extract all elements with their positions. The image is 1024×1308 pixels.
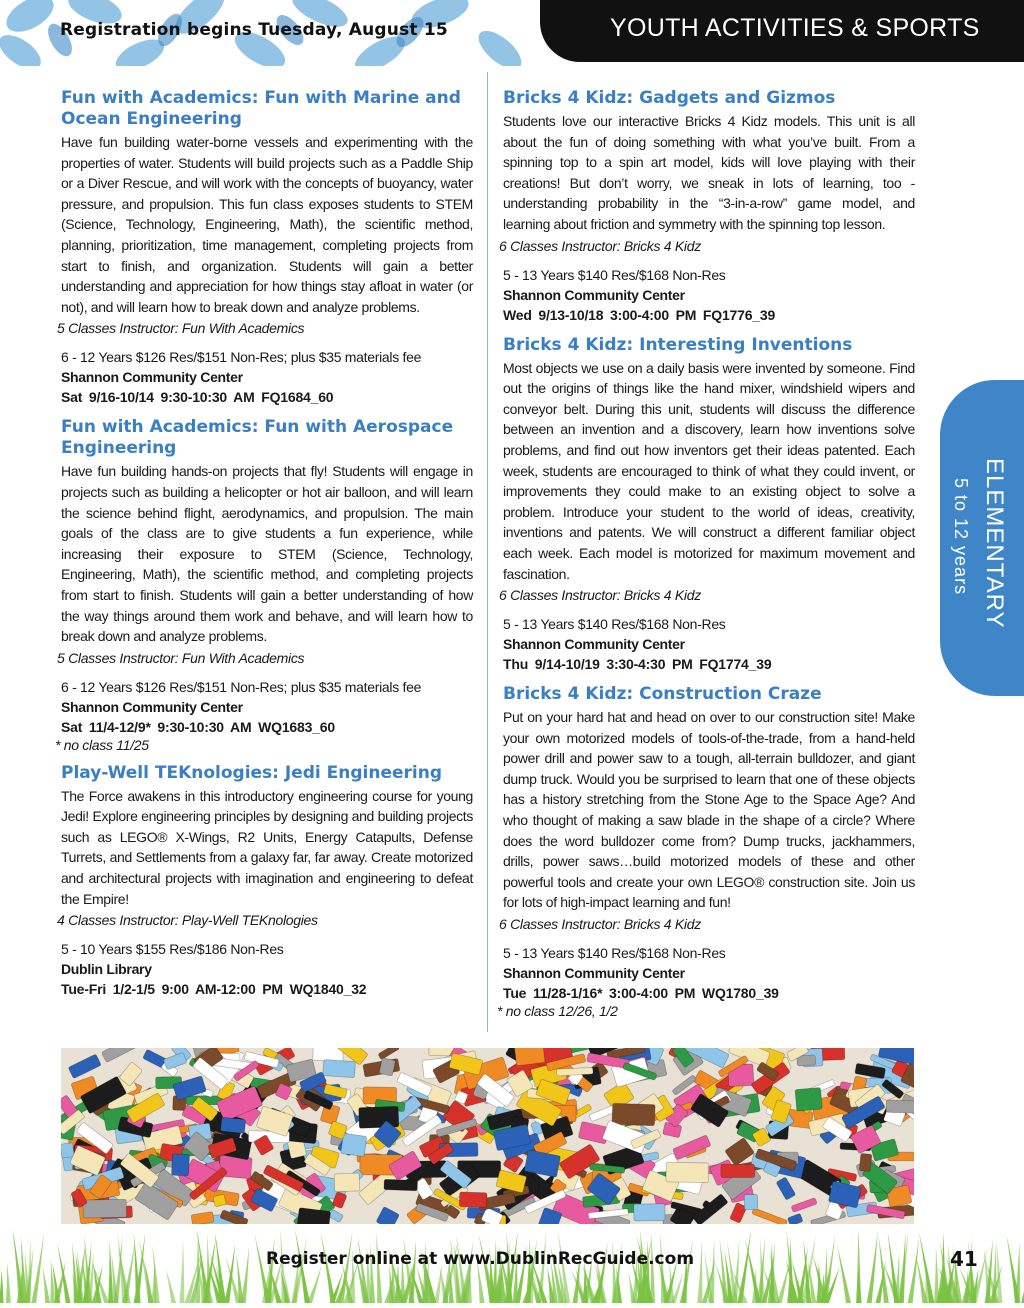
page-number: 41: [950, 1247, 978, 1271]
course-note: * no class 11/25: [55, 736, 149, 753]
course-location: Dublin Library: [61, 961, 152, 978]
registration-notice: Registration begins Tuesday, August 15: [60, 20, 448, 40]
course-jedi-engineering: [57, 762, 473, 1000]
lego-brick: [83, 1199, 127, 1218]
column-divider: [487, 72, 488, 1032]
lego-brick: [634, 1204, 665, 1221]
course-title: Fun with Academics: Fun with Aerospace Engineering: [61, 417, 454, 459]
course-location: Shannon Community Center: [61, 369, 243, 386]
course-construction-craze: [497, 684, 915, 1020]
header-band: [0, 0, 1024, 66]
course-title: Bricks 4 Kidz: Construction Craze: [503, 684, 822, 705]
course-price: 6 - 12 Years $126 Res/$151 Non-Res; plus $35 materials fee: [61, 678, 422, 695]
course-price: 6 - 12 Years $126 Res/$151 Non-Res; plus $35 materials fee: [61, 349, 422, 366]
course-meta: 6 Classes Instructor: Bricks 4 Kidz: [499, 916, 701, 933]
lego-brick: [341, 1133, 367, 1156]
lego-brick: [171, 1154, 189, 1176]
grass-blade: [307, 1264, 322, 1303]
course-description: Put on your hard hat and head on over to our construction site! Make your own motorized models of tools-of-the-trade, from a hand-held power drill and power saw to a tough, all-terrain bulldozer, and giant dump truck. Would you be surprised to learn that one of these objects has a history stretching from the Stone Age to the Space Age? And who thought of making a saw blade in the shape of a circle? Where does the word bulldozer come from? Dump trucks, jackhammers, drills, power saws…build motorized models of these and other powerful tools and create your own LEGO® construction site. Join us for lots of high-impact learning and fun!: [503, 709, 915, 911]
lego-brick: [101, 1048, 141, 1063]
course-price: 5 - 13 Years $140 Res/$168 Non-Res: [503, 266, 726, 283]
course-meta: 5 Classes Instructor: Fun With Academics: [57, 320, 305, 337]
course-description: Most objects we use on a daily basis were invented by someone. Find out the origins of things like the hand mixer, windshield wipers and conveyor belt. During this unit, students will discuss the difference between an invention and a discovery, learn how inventions solve problems, and find out how inventors get their ideas patented. Each week, students are encouraged to think of what they could invent, or improvements they could make to an existing object to solve a problem. Introduce your student to the world of ideas, creativity, inventions and patents. We will construct a different familiar object each week. Each model is motorized for maximum movement and fascination.: [503, 359, 915, 582]
course-gadgets-gizmos: [499, 88, 915, 325]
course-meta: 4 Classes Instructor: Play-Well TEKnologies: [57, 912, 318, 929]
lego-brick: [334, 1173, 360, 1192]
lego-brick: [61, 1143, 74, 1158]
lego-brick: [359, 1106, 399, 1128]
grass-blade: [179, 1240, 184, 1303]
course-aerospace-engineering: [55, 417, 473, 753]
lego-brick: [220, 1117, 245, 1133]
left-column: [55, 88, 473, 1009]
lego-brick: [776, 1177, 796, 1200]
lego-brick: [163, 1052, 187, 1070]
grass-blade: [6, 1262, 11, 1303]
section-title: YOUTH ACTIVITIES & SPORTS: [610, 14, 980, 42]
lego-brick: [376, 1207, 400, 1224]
grass-blade: [434, 1263, 443, 1303]
grass-blade: [837, 1243, 851, 1303]
grass-blade: [817, 1259, 822, 1303]
course-description: Have fun building water-borne vessels and experimenting with the properties of water. Students will build projects such as a Paddle Ship or a Diver Rescue, and will work with the concepts of buoyancy, water pressure, and propulsion. This fun class exposes students to STEM (Science, Technology, Engineering, Math), the scientific method, planning, prioritization, time management, completing projects from start to finish, and organization. Students will gain a better understanding and appreciation for how things stay afloat in water (or not), and will learn how to break down and analyze problems.: [61, 134, 473, 315]
lego-brick: [886, 1100, 914, 1114]
grass-blade: [996, 1241, 1002, 1304]
course-title: Play-Well TEKnologies: Jedi Engineering: [61, 762, 443, 783]
course-marine-engineering: [57, 88, 473, 407]
lego-brick: [313, 1048, 344, 1061]
lego-bricks-image: [61, 1048, 914, 1224]
course-location: Shannon Community Center: [61, 698, 243, 715]
lego-brick: [323, 1060, 356, 1078]
course-description: Students love our interactive Bricks 4 Kidz models. This unit is all about the fun of doing something with what you’ve built. From a spinning top to a spin art model, kids will love playing with their creations! But don’t worry, we sneak in lots of learning, too - understanding probability in the “3-in-a-row” game model, and learning about friction and symmetry with the spinning top lesson.: [503, 113, 915, 232]
course-meta: 5 Classes Instructor: Fun With Academics: [57, 649, 305, 666]
lego-brick: [859, 1153, 872, 1171]
course-location: Shannon Community Center: [503, 286, 685, 303]
course-title: Bricks 4 Kidz: Interesting Inventions: [503, 334, 853, 355]
grass-blade: [31, 1233, 44, 1303]
lego-brick: [666, 1162, 709, 1182]
grass-blade: [108, 1240, 113, 1303]
course-price: 5 - 13 Years $140 Res/$168 Non-Res: [503, 945, 726, 962]
course-schedule: Thu 9/14-10/19 3:30-4:30 PM FQ1774_39: [503, 656, 772, 673]
course-schedule: Sat 11/4-12/9* 9:30-10:30 AM WQ1683_60: [61, 718, 335, 735]
right-column: [497, 88, 915, 1029]
course-meta: 6 Classes Instructor: Bricks 4 Kidz: [499, 237, 701, 254]
grass-blade: [867, 1231, 878, 1304]
lego-brick: [68, 1054, 101, 1079]
lego-brick: [329, 1209, 344, 1222]
lego-brick: [787, 1213, 803, 1224]
course-price: 5 - 13 Years $140 Res/$168 Non-Res: [503, 616, 726, 633]
grass-blade: [737, 1229, 751, 1303]
lego-brick: [795, 1087, 822, 1111]
grass-blade: [42, 1266, 50, 1303]
grass-blade: [697, 1241, 702, 1303]
register-online-text: Register online at www.DublinRecGuide.com: [266, 1249, 695, 1269]
course-interesting-inventions: [499, 334, 915, 675]
lego-brick: [791, 1198, 817, 1213]
lego-brick: [721, 1164, 755, 1177]
course-description: Have fun building hands-on projects that fly! Students will engage in projects such as building a helicopter or hot air balloon, and will learn the science behind flight, aerodynamics, and propulsion. The main goals of the class are to give students a fun experience, while increasing their exposure to STEM (Science, Technology, Engineering, Math), the scientific method, and completing projects from start to finish. Students will gain a better understanding of how the way things around them work and behave, and will learn how to break down and analyze problems.: [61, 463, 473, 645]
lego-brick: [378, 1048, 400, 1060]
course-schedule: Tue-Fri 1/2-1/5 9:00 AM-12:00 PM WQ1840_32: [61, 981, 367, 998]
course-location: Shannon Community Center: [503, 965, 685, 982]
course-description: The Force awakens in this introductory engineering course for young Jedi! Explore engineering principles by designing and building projects such as LEGO® X-Wings, R2 Units, Energy Catapults, Defense Turrets, and Settlements from a galaxy far, far away. Create motorized and architectural projects with imagination and engineering to defeat the Empire!: [61, 787, 473, 907]
course-meta: 6 Classes Instructor: Bricks 4 Kidz: [499, 587, 701, 604]
lego-brick: [514, 1048, 545, 1066]
course-schedule: Wed 9/13-10/18 3:00-4:00 PM FQ1776_39: [503, 306, 776, 323]
course-price: 5 - 10 Years $155 Res/$186 Non-Res: [61, 941, 284, 958]
course-note: * no class 12/26, 1/2: [497, 1003, 618, 1020]
side-tab-label: ELEMENTARY: [981, 458, 1008, 629]
grass-blade: [908, 1237, 920, 1303]
lego-bricks-photo: [61, 1048, 914, 1224]
lego-brick: [752, 1208, 788, 1224]
course-schedule: Tue 11/28-1/16* 3:00-4:00 PM WQ1780_39: [503, 985, 779, 1002]
lego-brick: [612, 1103, 655, 1125]
side-tab-text: [944, 458, 1024, 638]
lego-brick: [384, 1179, 418, 1190]
lego-brick: [191, 1212, 214, 1224]
grass-blade: [856, 1228, 861, 1303]
side-tab-sublabel: 5 to 12 years: [951, 478, 971, 596]
course-title: Bricks 4 Kidz: Gadgets and Gizmos: [503, 88, 836, 108]
course-schedule: Sat 9/16-10/14 9:30-10:30 AM FQ1684_60: [61, 389, 334, 406]
course-location: Shannon Community Center: [503, 636, 685, 653]
course-title: Fun with Academics: Fun with Marine and Ocean Engineering: [61, 88, 461, 129]
lego-brick: [379, 1058, 396, 1076]
lego-brick: [744, 1194, 758, 1209]
lego-brick: [213, 1194, 227, 1207]
grass-blade: [166, 1269, 176, 1303]
lego-brick: [556, 1067, 593, 1076]
grass-blade: [0, 1269, 4, 1303]
lego-brick: [459, 1192, 487, 1208]
